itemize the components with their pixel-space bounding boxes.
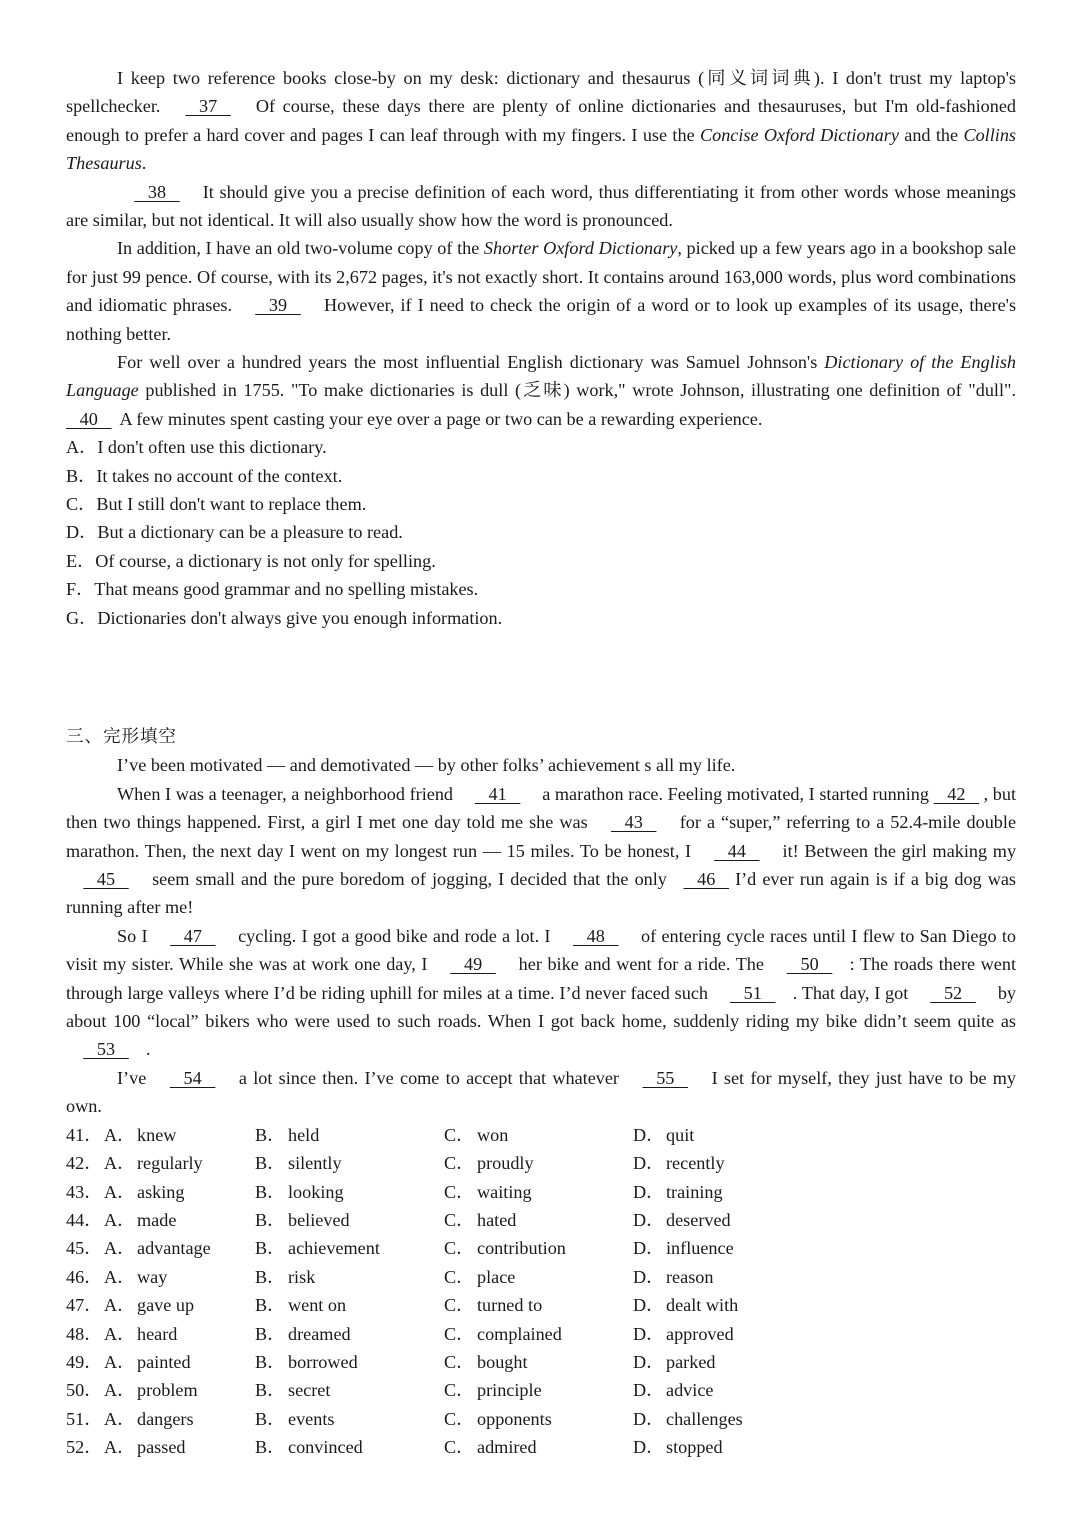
choice-c[interactable] xyxy=(444,1320,633,1348)
text: When I was a teenager, a neighborhood friend xyxy=(117,783,454,804)
reading-paragraph-3 xyxy=(66,234,1016,348)
choice-text: borrowed xyxy=(288,1351,358,1372)
choice-text: heard xyxy=(137,1323,178,1344)
text: It should give you a precise definition of each word, thus differentiating it from other words whose meanings are similar, but not identical. It will also usually show how the word is pronounced. xyxy=(66,181,1016,231)
choice-text: advantage xyxy=(137,1238,211,1259)
choice-text: reason xyxy=(666,1266,714,1287)
choice-letter: D． xyxy=(633,1209,665,1230)
choice-text: went on xyxy=(288,1295,347,1316)
blank-51[interactable]: 51 xyxy=(730,982,776,1003)
choice-letter: C． xyxy=(444,1295,475,1316)
cloze-choices-table xyxy=(66,1121,793,1462)
choice-c[interactable] xyxy=(444,1149,633,1177)
choice-text: regularly xyxy=(137,1153,203,1174)
section-title: 三、完形填空 xyxy=(66,727,177,748)
option-b[interactable]: B．It takes no account of the context. xyxy=(66,465,343,486)
question-row xyxy=(66,1234,793,1262)
choice-c[interactable] xyxy=(444,1263,633,1291)
choice-letter: A． xyxy=(104,1408,136,1429)
choice-text: passed xyxy=(137,1437,186,1458)
choice-letter: B． xyxy=(255,1124,286,1145)
choice-text: approved xyxy=(666,1323,734,1344)
question-number: 49． xyxy=(66,1351,103,1372)
choice-d[interactable] xyxy=(633,1178,793,1206)
choice-letter: C． xyxy=(444,1266,475,1287)
choice-text: silently xyxy=(288,1153,342,1174)
choice-letter: A． xyxy=(104,1181,136,1202)
text: published in 1755. "To make dictionaries is dull (乏味) work," wrote Johnson, illustrating one definition of "dull". xyxy=(145,380,1016,401)
choice-letter: D． xyxy=(633,1238,665,1259)
choice-b[interactable] xyxy=(255,1263,444,1291)
choice-letter: B． xyxy=(255,1437,286,1458)
choice-letter: D． xyxy=(633,1295,665,1316)
choice-letter: B． xyxy=(255,1323,286,1344)
choice-d[interactable] xyxy=(633,1234,793,1262)
choice-letter: C． xyxy=(444,1380,475,1401)
choice-text: complained xyxy=(477,1323,562,1344)
choice-letter: C． xyxy=(444,1124,475,1145)
choice-a[interactable] xyxy=(104,1291,255,1319)
choice-c[interactable] xyxy=(444,1376,633,1404)
blank-38[interactable]: 38 xyxy=(134,181,180,202)
choice-letter: D． xyxy=(633,1437,665,1458)
choice-b[interactable] xyxy=(255,1149,444,1177)
choice-text: turned to xyxy=(477,1295,543,1316)
text: cycling. I got a good bike and rode a lot. I xyxy=(238,925,551,946)
choice-a[interactable] xyxy=(104,1320,255,1348)
choice-text: held xyxy=(288,1124,320,1145)
book-title: Collins Thesaurus xyxy=(66,124,1016,174)
question-row xyxy=(66,1405,793,1433)
text: her bike and went for a ride. The xyxy=(518,954,764,975)
choice-d[interactable] xyxy=(633,1121,793,1149)
option-e[interactable]: E．Of course, a dictionary is not only for spelling. xyxy=(66,550,436,571)
blank-52[interactable]: 52 xyxy=(930,982,976,1003)
text: , but then two things happened. First, a girl I met one day told me she was xyxy=(66,783,1017,833)
question-number: 50． xyxy=(66,1380,103,1401)
text: a marathon race. Feeling motivated, I started running xyxy=(542,783,929,804)
choice-d[interactable] xyxy=(633,1376,793,1404)
choice-text: believed xyxy=(288,1209,350,1230)
question-row xyxy=(66,1149,793,1177)
choice-letter: C． xyxy=(444,1181,475,1202)
option-g[interactable]: G．Dictionaries don't always give you enough information. xyxy=(66,607,503,628)
choice-letter: B． xyxy=(255,1266,286,1287)
text: I’d ever run again is if a big dog was running after me! xyxy=(66,869,1016,918)
choice-d[interactable] xyxy=(633,1348,793,1376)
choice-letter: D． xyxy=(633,1408,665,1429)
blank-53[interactable]: 53 xyxy=(83,1039,129,1060)
choice-text: challenges xyxy=(666,1408,743,1429)
choice-letter: B． xyxy=(255,1380,286,1401)
choice-letter: D． xyxy=(633,1380,665,1401)
choice-letter: B． xyxy=(255,1153,286,1174)
text: I keep two reference books close-by on my desk: dictionary and thesaurus (同义词词典). I don't trust my laptop's spellchecker. xyxy=(66,68,1016,117)
text: In addition, I have an old two-volume copy of the xyxy=(117,238,480,259)
text: Of course, these days there are plenty of online dictionaries and thesauruses, but I'm old-fashioned enough to prefer a hard cover and pages I can leaf through with my fingers. I use the xyxy=(66,96,1017,145)
choice-text: risk xyxy=(288,1266,316,1287)
text: and the xyxy=(904,124,959,145)
choice-text: won xyxy=(477,1124,509,1145)
question-row xyxy=(66,1121,793,1149)
choice-b[interactable] xyxy=(255,1178,444,1206)
option-c[interactable]: C．But I still don't want to replace them. xyxy=(66,494,367,515)
choice-text: recently xyxy=(666,1153,725,1174)
choice-text: parked xyxy=(666,1351,716,1372)
choice-text: dangers xyxy=(137,1408,194,1429)
question-number: 44． xyxy=(66,1209,103,1230)
choice-a[interactable] xyxy=(104,1405,255,1433)
choice-c[interactable] xyxy=(444,1206,633,1234)
question-row xyxy=(66,1433,793,1461)
choice-text: opponents xyxy=(477,1408,552,1429)
question-row xyxy=(66,1291,793,1319)
text: , picked up a few years ago in a bookshop sale for just 99 pence. Of course, with its 2,672 pages, it's not exactly short. It contains around 163,000 words, plus word combinations and idiomatic phrases. xyxy=(66,238,1016,316)
question-row xyxy=(66,1348,793,1376)
choice-letter: A． xyxy=(104,1153,136,1174)
text: So I xyxy=(117,925,148,946)
choice-c[interactable] xyxy=(444,1291,633,1319)
choice-a[interactable] xyxy=(104,1121,255,1149)
text: . xyxy=(141,153,147,174)
choice-text: dreamed xyxy=(288,1323,351,1344)
choice-b[interactable] xyxy=(255,1348,444,1376)
question-number: 45． xyxy=(66,1238,103,1259)
book-title: Shorter Oxford Dictionary xyxy=(483,238,678,259)
choice-text: secret xyxy=(288,1380,331,1401)
question-row xyxy=(66,1206,793,1234)
choice-a[interactable] xyxy=(104,1348,255,1376)
choice-text: stopped xyxy=(666,1437,723,1458)
choice-letter: D． xyxy=(633,1124,665,1145)
choice-text: admired xyxy=(477,1437,537,1458)
choice-letter: B． xyxy=(255,1408,286,1429)
choice-text: way xyxy=(137,1266,168,1287)
blank-49[interactable]: 49 xyxy=(450,954,496,975)
choice-letter: D． xyxy=(633,1181,665,1202)
text: I’ve xyxy=(117,1067,147,1088)
text: However, if I need to check the origin of a word or to look up examples of its usage, there's nothing better. xyxy=(66,295,1017,344)
blank-40[interactable]: 40 xyxy=(66,408,112,429)
choice-text: dealt with xyxy=(666,1295,739,1316)
text: I set for myself, they just have to be my own. xyxy=(66,1067,1017,1117)
text: a lot since then. I’ve come to accept that whatever xyxy=(238,1067,619,1088)
cloze-paragraph-2 xyxy=(66,780,1016,922)
text: . xyxy=(146,1039,151,1060)
choice-letter: C． xyxy=(444,1153,475,1174)
choice-text: influence xyxy=(666,1238,734,1259)
cloze-paragraph-4 xyxy=(66,1064,1016,1121)
choice-c[interactable] xyxy=(444,1234,633,1262)
choice-a[interactable] xyxy=(104,1149,255,1177)
question-row xyxy=(66,1263,793,1291)
choice-text: proudly xyxy=(477,1153,534,1174)
cloze-paragraph-1: I’ve been motivated — and demotivated — by other folks’ achievement s all my life. xyxy=(117,755,736,776)
question-number: 42． xyxy=(66,1153,103,1174)
choice-text: training xyxy=(666,1181,723,1202)
choice-letter: A． xyxy=(104,1209,136,1230)
choice-letter: C． xyxy=(444,1437,475,1458)
choice-d[interactable] xyxy=(633,1320,793,1348)
text: by about 100 “local” bikers who were used to such roads. When I got back home, suddenly riding my bike didn’t seem quite as xyxy=(66,982,1016,1032)
question-number: 41． xyxy=(66,1124,103,1145)
text: of entering cycle races until I flew to San Diego to visit my sister. While she was at work one day, I xyxy=(66,925,1017,975)
text: : The roads there went through large valleys where I’d be riding uphill for miles at a time. I’d never faced such xyxy=(66,954,1017,1003)
choice-letter: A． xyxy=(104,1351,136,1372)
blank-46[interactable]: 46 xyxy=(683,869,729,890)
choice-letter: C． xyxy=(444,1351,475,1372)
blank-42[interactable]: 42 xyxy=(933,783,980,804)
reading-paragraph-1 xyxy=(66,64,1016,178)
blank-47[interactable]: 47 xyxy=(170,925,216,946)
blank-50[interactable]: 50 xyxy=(786,954,833,975)
question-row xyxy=(66,1320,793,1348)
choice-c[interactable] xyxy=(444,1121,633,1149)
blank-37[interactable]: 37 xyxy=(185,96,231,117)
text: . That day, I got xyxy=(792,982,909,1003)
choice-letter: A． xyxy=(104,1295,136,1316)
choice-b[interactable] xyxy=(255,1376,444,1404)
choice-letter: D． xyxy=(633,1266,665,1287)
choice-b[interactable] xyxy=(255,1121,444,1149)
choice-d[interactable] xyxy=(633,1433,793,1461)
choice-letter: C． xyxy=(444,1323,475,1344)
choice-letter: A． xyxy=(104,1238,136,1259)
question-number: 51． xyxy=(66,1408,103,1429)
blank-48[interactable]: 48 xyxy=(573,925,619,946)
choice-d[interactable] xyxy=(633,1206,793,1234)
choice-letter: B． xyxy=(255,1181,286,1202)
blank-43[interactable]: 43 xyxy=(610,812,657,833)
question-number: 48． xyxy=(66,1323,103,1344)
question-row xyxy=(66,1376,793,1404)
reading-options xyxy=(66,433,1016,632)
choice-text: looking xyxy=(288,1181,344,1202)
choice-b[interactable] xyxy=(255,1291,444,1319)
text: A few minutes spent casting your eye over a page or two can be a rewarding experience. xyxy=(119,408,763,429)
choice-text: painted xyxy=(137,1351,191,1372)
choice-text: place xyxy=(477,1266,516,1287)
choice-text: contribution xyxy=(477,1238,566,1259)
choice-text: hated xyxy=(477,1209,517,1230)
book-title: Dictionary of the English Language xyxy=(66,352,1017,401)
choice-text: bought xyxy=(477,1351,528,1372)
choice-b[interactable] xyxy=(255,1405,444,1433)
blank-54[interactable]: 54 xyxy=(169,1067,216,1088)
choice-a[interactable] xyxy=(104,1178,255,1206)
blank-39[interactable]: 39 xyxy=(255,295,301,316)
choice-text: convinced xyxy=(288,1437,363,1458)
question-number: 46． xyxy=(66,1266,103,1287)
question-row xyxy=(66,1178,793,1206)
blank-55[interactable]: 55 xyxy=(642,1067,689,1088)
choice-letter: D． xyxy=(633,1351,665,1372)
choice-b[interactable] xyxy=(255,1234,444,1262)
choice-letter: B． xyxy=(255,1351,286,1372)
choice-text: advice xyxy=(666,1380,714,1401)
choice-text: knew xyxy=(137,1124,177,1145)
blank-45[interactable]: 45 xyxy=(83,869,129,890)
text: For well over a hundred years the most influential English dictionary was Samuel Johnson's xyxy=(117,352,818,373)
choice-letter: C． xyxy=(444,1209,475,1230)
choice-letter: C． xyxy=(444,1238,475,1259)
choice-letter: A． xyxy=(104,1323,136,1344)
cloze-paragraph-3 xyxy=(66,922,1016,1064)
choice-letter: B． xyxy=(255,1295,286,1316)
choice-letter: A． xyxy=(104,1437,136,1458)
blank-41[interactable]: 41 xyxy=(474,783,521,804)
choice-letter: C． xyxy=(444,1408,475,1429)
choice-text: deserved xyxy=(666,1209,731,1230)
question-number: 47． xyxy=(66,1295,103,1316)
choice-letter: B． xyxy=(255,1238,286,1259)
option-a[interactable]: A．I don't often use this dictionary. xyxy=(66,437,327,458)
choice-text: quit xyxy=(666,1124,695,1145)
choice-text: made xyxy=(137,1209,177,1230)
question-number: 52． xyxy=(66,1437,103,1458)
choice-letter: A． xyxy=(104,1266,136,1287)
text: for a “super,” referring to a 52.4-mile double marathon. Then, the next day I went on my longest run — 15 miles. To be honest, I xyxy=(66,812,1017,861)
text: it! Between the girl making my xyxy=(782,840,1017,861)
choice-c[interactable] xyxy=(444,1178,633,1206)
option-d[interactable]: D．But a dictionary can be a pleasure to read. xyxy=(66,522,403,543)
choice-d[interactable] xyxy=(633,1405,793,1433)
exam-page xyxy=(66,64,1016,1462)
choice-a[interactable] xyxy=(104,1234,255,1262)
choice-d[interactable] xyxy=(633,1263,793,1291)
reading-paragraph-4 xyxy=(66,348,1016,433)
choice-c[interactable] xyxy=(444,1433,633,1461)
choice-a[interactable] xyxy=(104,1433,255,1461)
choice-text: problem xyxy=(137,1380,198,1401)
blank-44[interactable]: 44 xyxy=(714,840,760,861)
choice-d[interactable] xyxy=(633,1291,793,1319)
book-title: Concise Oxford Dictionary xyxy=(699,124,899,145)
choice-b[interactable] xyxy=(255,1206,444,1234)
question-number: 43． xyxy=(66,1181,103,1202)
choice-letter: D． xyxy=(633,1153,665,1174)
choice-text: asking xyxy=(137,1181,185,1202)
reading-paragraph-2 xyxy=(66,178,1016,235)
choice-letter: B． xyxy=(255,1209,286,1230)
choice-text: events xyxy=(288,1408,335,1429)
choice-b[interactable] xyxy=(255,1433,444,1461)
choice-a[interactable] xyxy=(104,1376,255,1404)
choice-text: achievement xyxy=(288,1238,380,1259)
option-f[interactable]: F．That means good grammar and no spelling mistakes. xyxy=(66,579,479,600)
choice-c[interactable] xyxy=(444,1348,633,1376)
choice-letter: A． xyxy=(104,1380,136,1401)
choice-a[interactable] xyxy=(104,1263,255,1291)
text: seem small and the pure boredom of jogging, I decided that the only xyxy=(152,869,667,890)
choice-b[interactable] xyxy=(255,1320,444,1348)
choice-c[interactable] xyxy=(444,1405,633,1433)
choice-letter: D． xyxy=(633,1323,665,1344)
choice-letter: A． xyxy=(104,1124,136,1145)
choice-text: principle xyxy=(477,1380,542,1401)
choice-a[interactable] xyxy=(104,1206,255,1234)
choice-d[interactable] xyxy=(633,1149,793,1177)
choice-text: waiting xyxy=(477,1181,532,1202)
choice-text: gave up xyxy=(137,1295,195,1316)
